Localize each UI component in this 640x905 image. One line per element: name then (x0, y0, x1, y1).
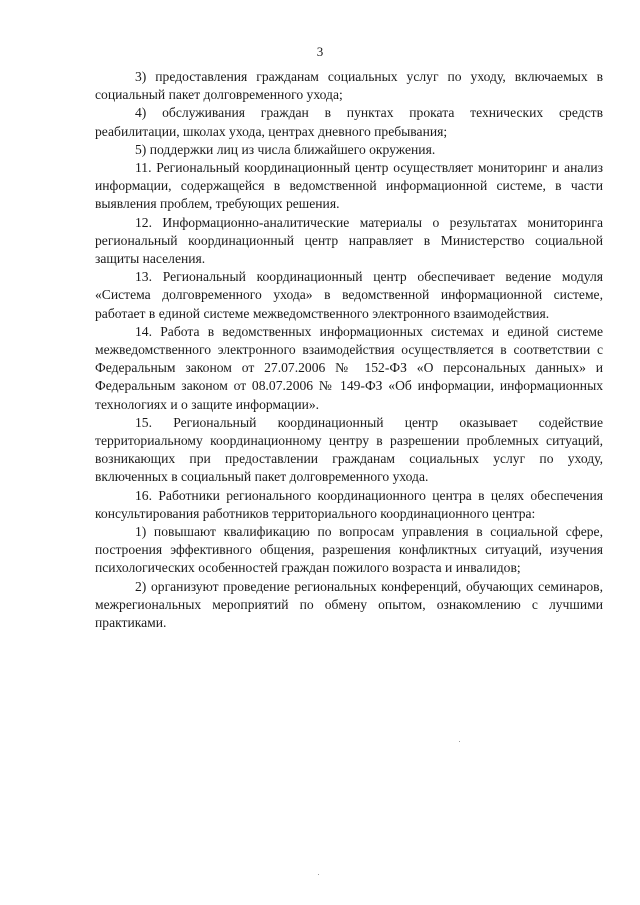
paragraph-14: 14. Работа в ведомственных информационных системах и единой системе межведомственного электронного взаимодействия осуществляется в соответствии с Федеральным законом от 27.07.2006 № 152-ФЗ «О персональных данных» и Федеральным законом от 08.07.2006 № 149-ФЗ «Об информации, информационных технологиях и о защите информации». (95, 323, 603, 412)
paragraph-12: 12. Информационно-аналитические материалы о результатах мониторинга региональный координационный центр направляет в Министерство социальной защиты населения. (95, 214, 603, 267)
document-body (95, 68, 603, 632)
page-number: 3 (316, 44, 324, 59)
paragraph-item-5: 5) поддержки лиц из числа ближайшего окружения. (135, 141, 436, 157)
paragraph-16-item-1: 1) повышают квалификацию по вопросам управления в социальной сфере, построения эффективного общения, разрешения конфликтных ситуаций, изучения психологических особенностей граждан пожилого возраста и инвалидов; (95, 524, 603, 576)
paragraph-13: 13. Региональный координационный центр обеспечивает ведение модуля «Система долговременного ухода» в ведомственной информационной системе, работает в единой системе межведомственного электронного взаимодействия. (95, 269, 603, 321)
scan-speck (318, 874, 319, 875)
scan-speck (459, 741, 460, 742)
paragraph-16: 16. Работники регионального координационного центра в целях обеспечения консультирования работников территориального координационного центра: (95, 487, 603, 521)
paragraph-15: 15. Региональный координационный центр оказывает содействие территориальному координационному центру в разрешении проблемных ситуаций, возникающих при предоставлении гражданам социальных услуг по уходу, включенных в социальный пакет долговременного ухода. (95, 414, 603, 485)
paragraph-item-3: 3) предоставления гражданам социальных услуг по уходу, включаемых в социальный пакет долговременного ухода; (95, 69, 603, 103)
paragraph-16-item-2: 2) организуют проведение региональных конференций, обучающих семинаров, межрегиональных мероприятий по обмену опытом, ознакомлению с лучшими практиками. (95, 578, 603, 631)
paragraph-11: 11. Региональный координационный центр осуществляет мониторинг и анализ информации, содержащейся в ведомственной информационной системе, в части выявления проблем, требующих решения. (95, 160, 603, 212)
paragraph-item-4: 4) обслуживания граждан в пунктах проката технических средств реабилитации, школах ухода, центрах дневного пребывания; (95, 105, 603, 139)
